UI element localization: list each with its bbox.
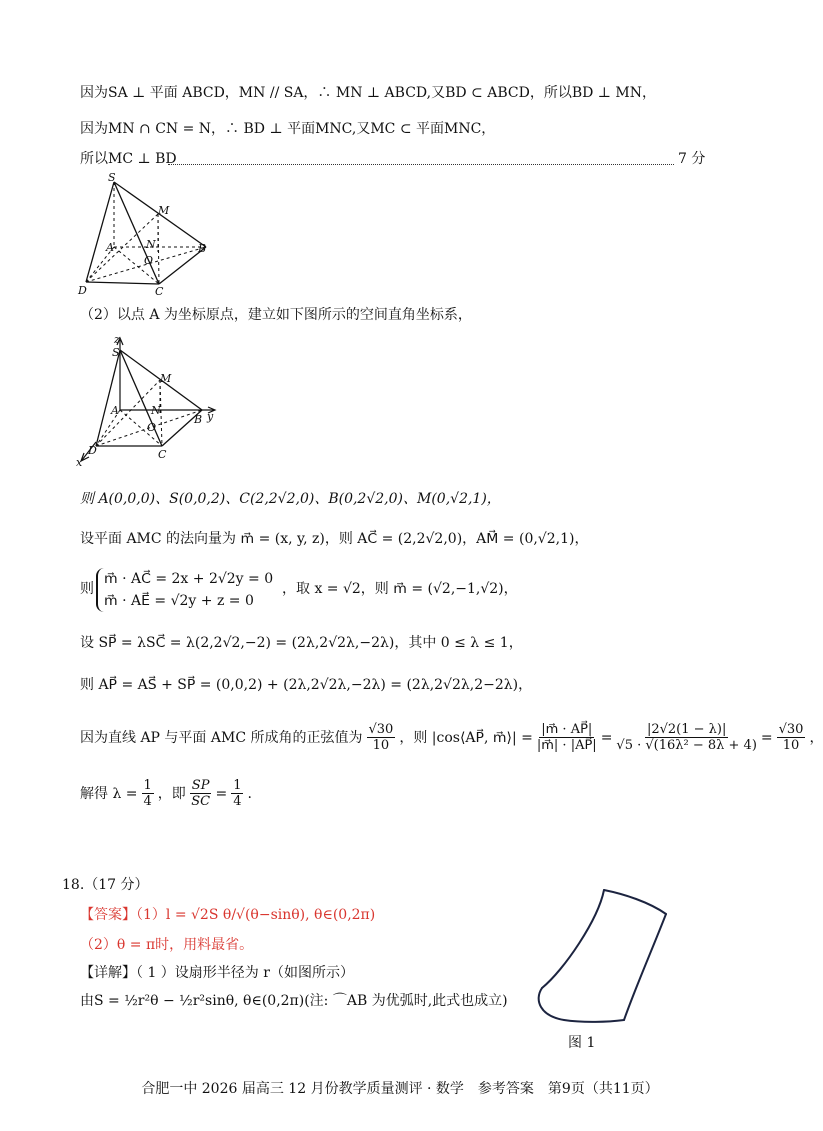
equals-1: =: [600, 729, 613, 746]
solve-line: [80, 778, 252, 809]
fig2-label-b: B: [194, 413, 203, 426]
fig1-label-b: B: [198, 242, 207, 255]
leader-dots: [168, 152, 674, 165]
lambda-fraction: [142, 778, 154, 809]
f1-den: |m⃗| · |AP⃗|: [536, 738, 597, 753]
sine-line: [80, 722, 823, 753]
page-footer: 合肥一中 2026 届高三 12 月份教学质量测评 · 数学 参考答案 第9页（共11页）: [141, 1081, 659, 1097]
formula-line: 由S = ½r²θ − ½r²sinθ, θ∈(0,2π)(注: ⌒AB 为优弧时,此式也成立): [80, 993, 508, 1009]
f2-den: √5 · √(16λ² − 8λ + 4): [616, 738, 757, 753]
f3-den: 10: [782, 738, 800, 753]
sine-fraction: [367, 722, 396, 753]
system-row-1: m⃗ · AC⃗ = 2x + 2√2y = 0: [104, 571, 274, 587]
answer-part-1: 【答案】（1）l = √2S θ/√(θ−sinθ), θ∈(0,2π): [80, 907, 376, 923]
sp-sc-fraction: [190, 778, 212, 809]
fig2-label-x: x: [76, 456, 83, 469]
sp-num: SP: [191, 778, 210, 793]
solve-tail: .: [247, 785, 252, 802]
fig2-label-s: S: [112, 346, 120, 359]
part2-intro: （2）以点 A 为坐标原点，建立如下图所示的空间直角坐标系，: [80, 307, 472, 323]
fig2-label-m: M: [160, 372, 172, 385]
fig1-label-a: A: [106, 241, 114, 254]
coordinate-figure-2: [74, 334, 224, 468]
f1-num: |m⃗ · AP⃗|: [541, 722, 593, 737]
f3-num: √30: [778, 722, 804, 737]
fig1-label-o: O: [144, 254, 154, 267]
text-line-2: 因为MN ∩ CN = N，∴ BD ⊥ 平面MNC,又MC ⊂ 平面MNC，: [80, 121, 496, 137]
fig2-label-d: D: [88, 444, 97, 457]
sine-num: √30: [368, 722, 394, 737]
tail-comma: ，: [809, 729, 823, 746]
fig2-label-n: N: [151, 404, 161, 417]
fig1-label-m: M: [158, 204, 170, 217]
cos-fraction-3: [777, 722, 806, 753]
f2-num: |2√2(1 − λ)|: [646, 722, 727, 737]
lam-den: 4: [143, 794, 152, 809]
system-after: ，取 x = √2，则 m⃗ = (√2,−1,√2)，: [282, 581, 518, 597]
sine-prefix: 因为直线 AP 与平面 AMC 所成角的正弦值为: [80, 729, 363, 746]
system-prefix: 则: [80, 581, 94, 597]
fig2-label-c: C: [158, 448, 167, 461]
solve-prefix: 解得 λ =: [80, 785, 138, 802]
cos-fraction-2: [616, 722, 756, 753]
sp-vector-line: 设 SP⃗ = λSC⃗ = λ(2,2√2,−2) = (2λ,2√2λ,−2λ)，其中 0 ≤ λ ≤ 1，: [80, 635, 523, 651]
lam-den-2: 4: [233, 794, 242, 809]
text-line-1: 因为SA ⊥ 平面 ABCD，MN // SA，∴ MN ⊥ ABCD,又BD ⊂ ABCD，所以BD ⊥ MN，: [80, 85, 656, 101]
fig2-label-y: y: [207, 410, 214, 423]
fig2-label-z: z: [114, 333, 120, 346]
answer-part-2: （2）θ = π时，用料最省。: [80, 937, 254, 953]
equals-3: =: [215, 785, 228, 802]
normal-vector-line: 设平面 AMC 的法向量为 m⃗ = (x, y, z)，则 AC⃗ = (2,2√2,0)，AM⃗ = (0,√2,1)，: [80, 531, 589, 547]
sine-den: 10: [372, 738, 390, 753]
score-label: 7 分: [678, 151, 706, 167]
solve-mid: ，即: [157, 785, 186, 802]
fig1-label-s: S: [108, 171, 116, 184]
fig2-label-a: A: [111, 404, 119, 417]
fig1-label-c: C: [155, 285, 164, 298]
figure-caption: 图 1: [568, 1035, 596, 1051]
sp-den: SC: [191, 794, 211, 809]
detail-line: 【详解】（ 1 ）设扇形半径为 r（如图所示）: [80, 965, 354, 981]
fig2-label-o: O: [147, 421, 157, 434]
system-row-2: m⃗ · AE⃗ = √2y + z = 0: [104, 593, 254, 609]
fig1-label-n: N: [146, 238, 156, 251]
coordinates-line: 则 A(0,0,0)、S(0,0,2)、C(2,2√2,0)、B(0,2√2,0)、M(0,√2,1)，: [80, 491, 501, 507]
ap-vector-line: 则 AP⃗ = AS⃗ + SP⃗ = (0,0,2) + (2λ,2√2λ,−2λ) = (2λ,2√2λ,2−2λ)，: [80, 677, 533, 693]
equation-system: [96, 568, 273, 612]
lam-num-2: 1: [233, 778, 242, 793]
pyramid-figure-1: [74, 172, 214, 296]
rolled-sheet-sketch: [524, 880, 684, 1036]
lambda-fraction-2: [231, 778, 243, 809]
cos-mid: ，则 |cos⟨AP⃗, m⃗⟩| =: [399, 729, 533, 746]
text-line-3: 所以MC ⊥ BD: [80, 151, 177, 167]
equals-2: =: [760, 729, 773, 746]
cos-fraction-1: [537, 722, 597, 753]
question-18-title: 18.（17 分）: [62, 877, 149, 893]
lam-num: 1: [143, 778, 152, 793]
fig1-label-d: D: [78, 284, 87, 297]
